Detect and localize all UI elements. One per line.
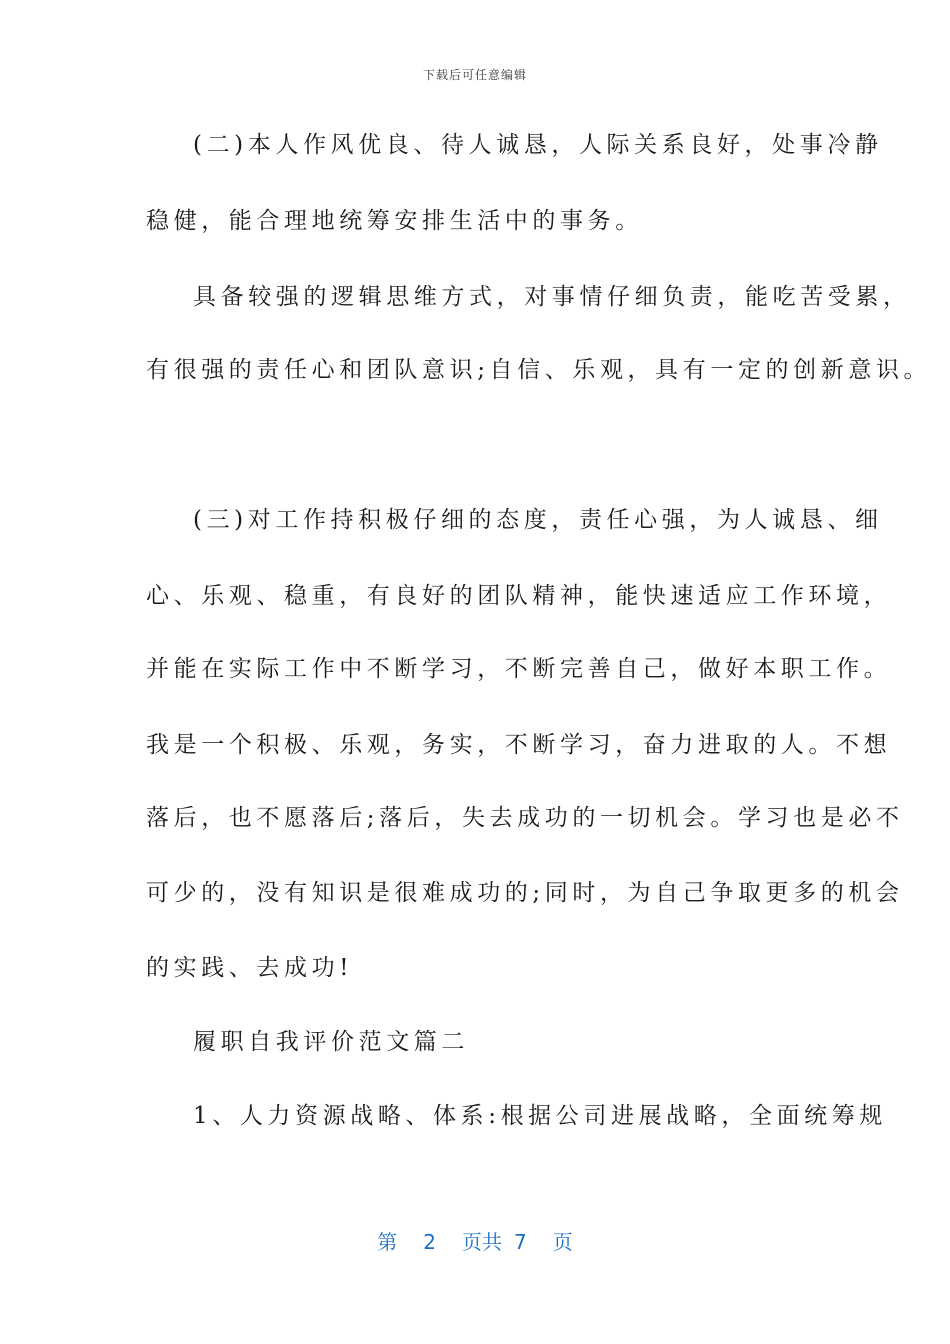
footer-middle: 页共	[462, 1230, 502, 1254]
footer-suffix: 页	[552, 1230, 573, 1254]
total-pages-number: 7	[514, 1230, 527, 1254]
paragraph-line: 稳健，能合理地统筹安排生活中的事务。	[146, 208, 643, 234]
section-heading: 履职自我评价范文篇二	[193, 1029, 469, 1055]
paragraph-line: 落后，也不愿落后;落后，失去成功的一切机会。学习也是必不	[146, 805, 904, 831]
paragraph-line: 心、乐观、稳重，有良好的团队精神，能快速适应工作环境，	[146, 583, 892, 609]
header-note: 下载后可任意编辑	[422, 68, 527, 82]
footer-prefix: 第	[377, 1230, 398, 1254]
paragraph-line: 并能在实际工作中不断学习，不断完善自己，做好本职工作。	[146, 656, 892, 682]
paragraph-line: (二)本人作风优良、待人诚恳，人际关系良好，处事冷静	[193, 132, 883, 158]
paragraph-line: 我是一个积极、乐观，务实，不断学习，奋力进取的人。不想	[146, 732, 892, 758]
paragraph-line: (三)对工作持积极仔细的态度，责任心强，为人诚恳、细	[193, 507, 883, 533]
paragraph-line: 1、人力资源战略、体系:根据公司进展战略，全面统筹规	[193, 1103, 887, 1129]
paragraph-line: 有很强的责任心和团队意识;自信、乐观，具有一定的创新意识。	[146, 357, 932, 383]
paragraph-line: 可少的，没有知识是很难成功的;同时，为自己争取更多的机会	[146, 880, 904, 906]
paragraph-line: 的实践、去成功!	[146, 955, 354, 981]
paragraph-line: 具备较强的逻辑思维方式，对事情仔细负责，能吃苦受累，	[193, 284, 911, 310]
current-page-number: 2	[423, 1230, 436, 1254]
page-footer	[0, 1226, 950, 1255]
